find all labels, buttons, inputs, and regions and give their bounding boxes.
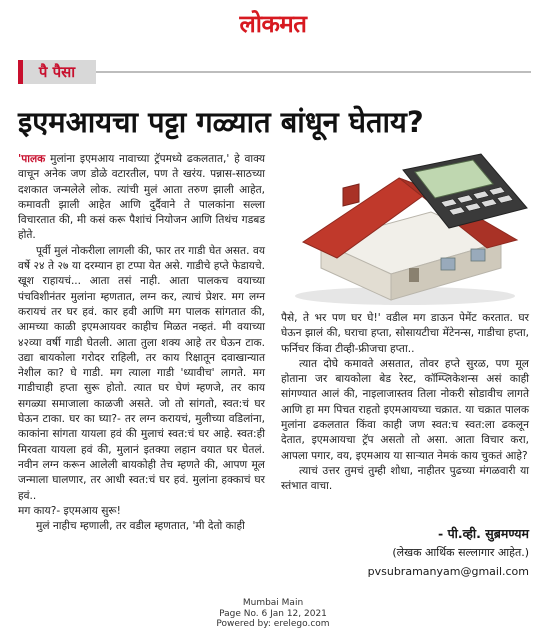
author-role: (लेखक आर्थिक सल्लागार आहेत.) — [392, 546, 529, 559]
section-tag — [18, 60, 96, 84]
paragraph-2: पूर्वी मुलं नोकरीला लागली की, फार तर गाडी घेत असत. वय वर्षे २४ ते २७ या दरम्यान हा टप्पा येत असे. गाडीचे हप्ते फेडायचे. खूश राहायचं... आता तसं नाही. आता पालकच वयाच्या पंचविशीनंतर मुलांना म्हणतात, लग्न कर, त्याचं प्रेशर. मग लग्न करायचं तर घर हवं. कार हवी आणि मग पालक सांगतात की, आमच्या काळी इएमआयवर काहीच मिळत नव्हतं. मी वयाच्या ४२व्या वर्षी गाडी घेतली. आता तुला शक्य आहे तर घेऊन टाक. उद्या बायकोला गरोदर राहिली, तर काय रिक्षातून दवाखान्यात नेशील का? घे गाडी. मग त्याला गाडी 'ध्यावीच' लागते. मग गाडीचाही हप्ता सुरू होतो. त्यात घर घेणं म्हणजे, तर काय सगळ्या समाजाला काळजी असते. जो तो सांगतो, स्वत:चं घर घेऊन टाका. घर का घ्या?- तर लग्न करायचं, मुलीच्या वडिलांना, काकांना सांगता यायला हवं की मुलाचं स्वत:चं घर आहे. स्वत:ही मिरवता यायला हवं की, मुलानं इतक्या लहान वयात घर घेतलं. नवीन लग्न करून आलेली बायकोही तेच म्हणते की, आपण मूल जन्माला घालणार, तर आधी स्वत:चं घर हवं. मुलांना हक्काचं घर हवं.. — [18, 244, 265, 502]
paragraph-7: त्याचं उत्तर तुमचं तुम्ही शोधा, नाहीतर पुढच्या मंगळवारी या स्तंभात वाचा. — [281, 464, 529, 493]
lead-word: 'पालक — [18, 153, 46, 165]
paragraph-6: त्यात दोघे कमावते असतात, तोवर हप्ते सुरळ, पण मूल होताना जर बायकोला बेड रेस्ट, कॉम्प्लिकेशन्स असं काही सांगण्यात आलं की, नाइलाजास्तव तिला नोकरी सोडावीच लागते आणि हा मग पिचत राहतो इएमआयच्या चक्रात. या चक्रात पालक मुलांना ढकलतात किंवा काही जण स्वत:च स्वत:ला ढकलून देतात, इएमआयचा ट्रॅप असतो तो असा. आता विचार करा, आपला पगार, वय, इएमआय या साऱ्यात नेमकं काय चुकतं आहे? — [281, 357, 529, 462]
article-column-left — [18, 152, 265, 534]
article-headline: इएमआयचा पट्टा गळ्यात बांधून घेताय? — [18, 105, 424, 139]
article-column-right — [281, 311, 529, 495]
author-email[interactable]: pvsubramanyam@gmail.com — [367, 565, 529, 578]
paragraph-3: मग काय?- इएमआय सुरू! — [18, 504, 121, 517]
footer-powered-by[interactable]: Powered by: erelego.com — [216, 619, 330, 629]
paragraph-4: मुलं नाहीच म्हणाली, तर वडील म्हणतात, 'मी देतो काही — [36, 520, 245, 533]
paragraph-1: 'पालक मुलांना इएमआय नावाच्या ट्रॅपमध्ये ढकलतात,' हे वाक्य वाचून अनेक जण डोळे वटारतील, पण ते खरंय. पन्नास-साठच्या दशकात जन्मलेले लोक. त्यांची मुलं आता तरुण झाली आहेत, कमावती झाली आहेत आणि दुर्दैवाने ते पालकांना सल्ला विचारतात की, मी कसं करू पैशांचं नियोजन आणि तिथंच गडबड होते. — [18, 153, 265, 242]
house-calculator-icon — [281, 150, 529, 308]
masthead — [0, 8, 546, 38]
footer-edition: Mumbai Main — [242, 598, 304, 608]
author-name: - पी.व्ही. सुब्रमण्यम — [438, 526, 529, 541]
page-footer — [0, 598, 546, 630]
paragraph-5: पैसे, ते भर पण घर घे!' वडील मग डाऊन पेमेंट करतात. घर घेऊन झालं की, घराचा हप्ता, सोसायटीचा मेंटेनन्स, गाडीचा हप्ता, फर्निचर किंवा टीव्ही-फ्रीजचा हप्ता.. — [281, 312, 529, 355]
section-tag-label: पै पैसा — [38, 63, 76, 81]
section-divider — [96, 71, 531, 73]
footer-page-date: Page No. 6 Jan 12, 2021 — [219, 608, 327, 619]
lokmat-logo: लोकमत — [239, 9, 307, 38]
